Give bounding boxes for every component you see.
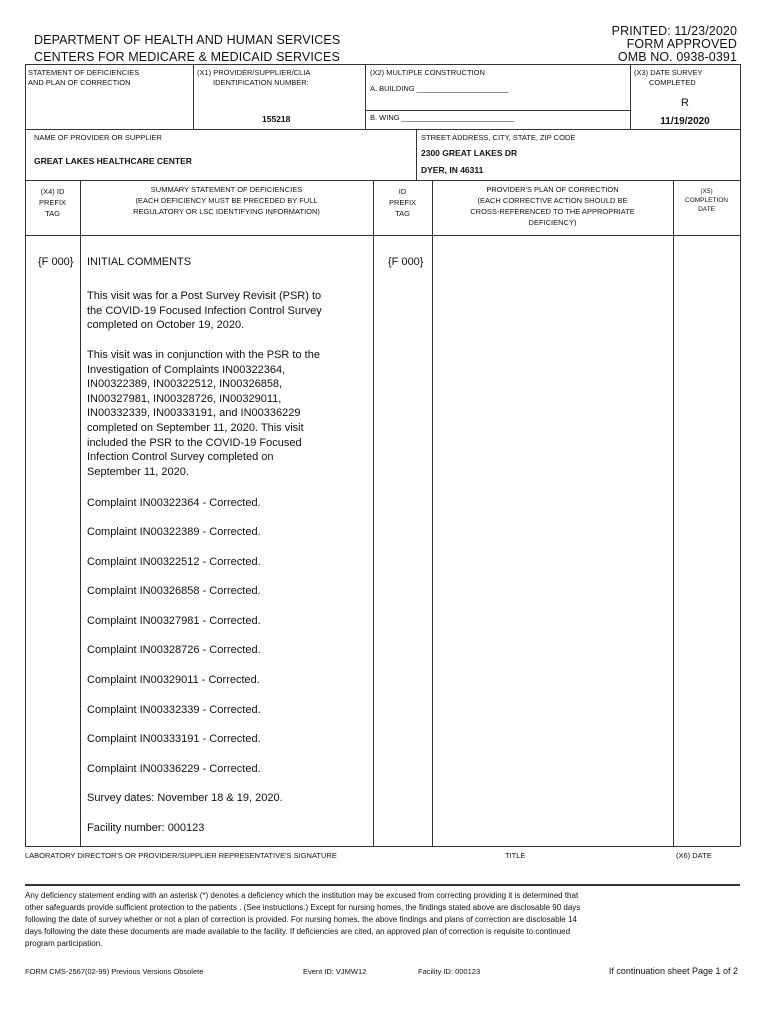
omb-number: OMB NO. 0938-0391 [617,50,737,64]
printed-date: PRINTED: 11/23/2020 [611,24,737,38]
x6-date-label: (X6) DATE [676,851,712,860]
x4-label-3: TAG [45,209,60,218]
complaint-item: Complaint IN00327981 - Corrected. [87,615,261,627]
complaint-item: Complaint IN00322364 - Corrected. [87,497,261,509]
para2-line: September 11, 2020. [87,465,189,478]
complaint-item: Complaint IN00322389 - Corrected. [87,526,261,538]
department-name: DEPARTMENT OF HEALTH AND HUMAN SERVICES [34,33,341,47]
complaint-item: Complaint IN00333191 - Corrected. [87,733,261,745]
building-label: A. BUILDING ______________________ [370,84,509,93]
summary-label-2: (EACH DEFICIENCY MUST BE PRECEDED BY FULL [135,196,318,205]
x4-label-1: (X4) ID [40,187,65,196]
signature-label: LABORATORY DIRECTOR'S OR PROVIDER/SUPPLIER REPRESENTATIVE'S SIGNATURE [25,851,337,860]
complaint-item: Complaint IN00336229 - Corrected. [87,763,261,775]
id-label-1: ID [398,187,407,196]
survey-dates: Survey dates: November 18 & 19, 2020. [87,792,283,804]
complaint-item: Complaint IN00332339 - Corrected. [87,704,261,716]
agency-name: CENTERS FOR MEDICARE & MEDICAID SERVICES [34,50,340,64]
summary-label-3: REGULATORY OR LSC IDENTIFYING INFORMATION) [133,207,320,216]
complaint-item: Complaint IN00329011 - Corrected. [87,674,260,686]
para1-line: This visit was for a Post Survey Revisit (PSR) to [87,290,322,302]
x5-label-2: COMPLETION [685,197,728,204]
divider-col-1 [80,180,81,846]
provider-name: GREAT LAKES HEALTHCARE CENTER [34,156,192,166]
para2-line: completed on September 11, 2020. This visit [87,421,304,434]
para2-line: IN00327981, IN00328726, IN00329011, [87,392,282,405]
disclaimer-line: other safeguards provide sufficient protection to the patients . (See instructions.) Except for nursing homes, the findings stated above are disclosable 90 days [25,903,581,912]
address-label: STREET ADDRESS, CITY, STATE, ZIP CODE [421,133,576,142]
complaint-item: Complaint IN00322512 - Corrected. [87,556,261,568]
statement-label-1: STATEMENT OF DEFICIENCIES [28,68,140,77]
x1-label-1: (X1) PROVIDER/SUPPLIER/CLIA [197,68,311,77]
statement-label-2: AND PLAN OF CORRECTION [28,78,131,87]
grid-rule-2 [25,180,740,181]
title-label: TITLE [505,851,526,860]
form-approved: FORM APPROVED [626,37,737,51]
disclaimer-line: days following the date these documents are made available to the facility. If deficiencies are cited, an approved plan of correction is requisite to continued [25,927,571,936]
x1-label-2: IDENTIFICATION NUMBER: [213,78,309,87]
x3-label-1: (X3) DATE SURVEY [634,68,703,77]
para2-line: Infection Control Survey completed on [87,451,274,464]
event-id: Event ID: VJMW12 [303,967,367,976]
x3-revisit-r: R [681,97,689,109]
address-line-2: DYER, IN 46311 [421,165,484,175]
para2-line: included the PSR to the COVID-19 Focused [87,436,302,449]
plan-label-2: (EACH CORRECTIVE ACTION SHOULD BE [477,196,628,205]
para2-line: Investigation of Complaints IN00322364, [87,363,286,376]
divider-x1 [193,64,194,129]
para1-line: the COVID-19 Focused Infection Control Survey [87,304,322,317]
form-number: FORM CMS-2567(02-99) Previous Versions Obsolete [25,967,204,976]
wing-label: B. WING ___________________________ [370,113,515,122]
paragraph-2 [87,348,320,479]
left-border [25,64,26,846]
paragraph-1 [87,289,322,333]
para2-line: IN00322389, IN00322512, IN00326858, [87,378,283,391]
divider-x2 [365,64,366,129]
plan-label-3: CROSS-REFERENCED TO THE APPROPRIATE [470,207,635,216]
para1-line: completed on October 19, 2020. [87,319,245,332]
id-label-2: PREFIX [388,198,417,207]
top-border [25,64,740,65]
disclaimer-line: Any deficiency statement ending with an asterisk (*) denotes a deficiency which the institution may be excused from correcting providing it is determined that [25,891,579,900]
right-border [740,64,741,846]
x3-label-2: COMPLETED [649,78,696,87]
divider-col-3 [432,180,433,846]
para2-line: This visit was in conjunction with the PSR to the [87,349,320,361]
plan-label-4: DEFICIENCY) [528,218,577,227]
complaint-item: Complaint IN00326858 - Corrected. [87,585,261,597]
facility-id: Facility ID: 000123 [418,967,481,976]
complaint-item: Complaint IN00328726 - Corrected. [87,644,261,656]
tag-left: {F 000} [38,256,74,268]
grid-rule-bottom [25,846,740,847]
x2-label: (X2) MULTIPLE CONSTRUCTION [370,68,485,77]
x5-label-1: (X5) [700,188,713,195]
wing-rule [365,110,630,111]
summary-label-1: SUMMARY STATEMENT OF DEFICIENCIES [150,185,303,194]
continuation-page: If continuation sheet Page 1 of 2 [608,966,738,976]
disclaimer-line: following the date of survey whether or not a plan of correction is provided. For nursing homes, the above findings and plans of correction are disclosable 14 [25,915,577,924]
divider-col-4 [673,180,674,846]
disclaimer-line: program participation. [25,939,103,948]
para2-line: IN00332339, IN00333191, and IN00336229 [87,407,301,420]
address-line-1: 2300 GREAT LAKES DR [421,148,518,158]
tag-right: {F 000} [388,256,424,268]
id-label-3: TAG [395,209,410,218]
grid-rule-3 [25,235,740,236]
grid-rule-1 [25,129,740,130]
signature-rule [25,884,740,886]
x3-date: 11/19/2020 [660,116,710,127]
x4-label-2: PREFIX [38,198,67,207]
x1-value: 155218 [262,114,291,124]
disclaimer [25,890,740,950]
plan-label-1: PROVIDER'S PLAN OF CORRECTION [486,185,619,194]
section-heading: INITIAL COMMENTS [87,256,192,268]
divider-address [416,129,417,180]
provider-name-label: NAME OF PROVIDER OR SUPPLIER [34,133,162,142]
facility-number: Facility number: 000123 [87,822,205,834]
divider-col-2 [373,180,374,846]
x5-label-3: DATE [698,206,715,213]
